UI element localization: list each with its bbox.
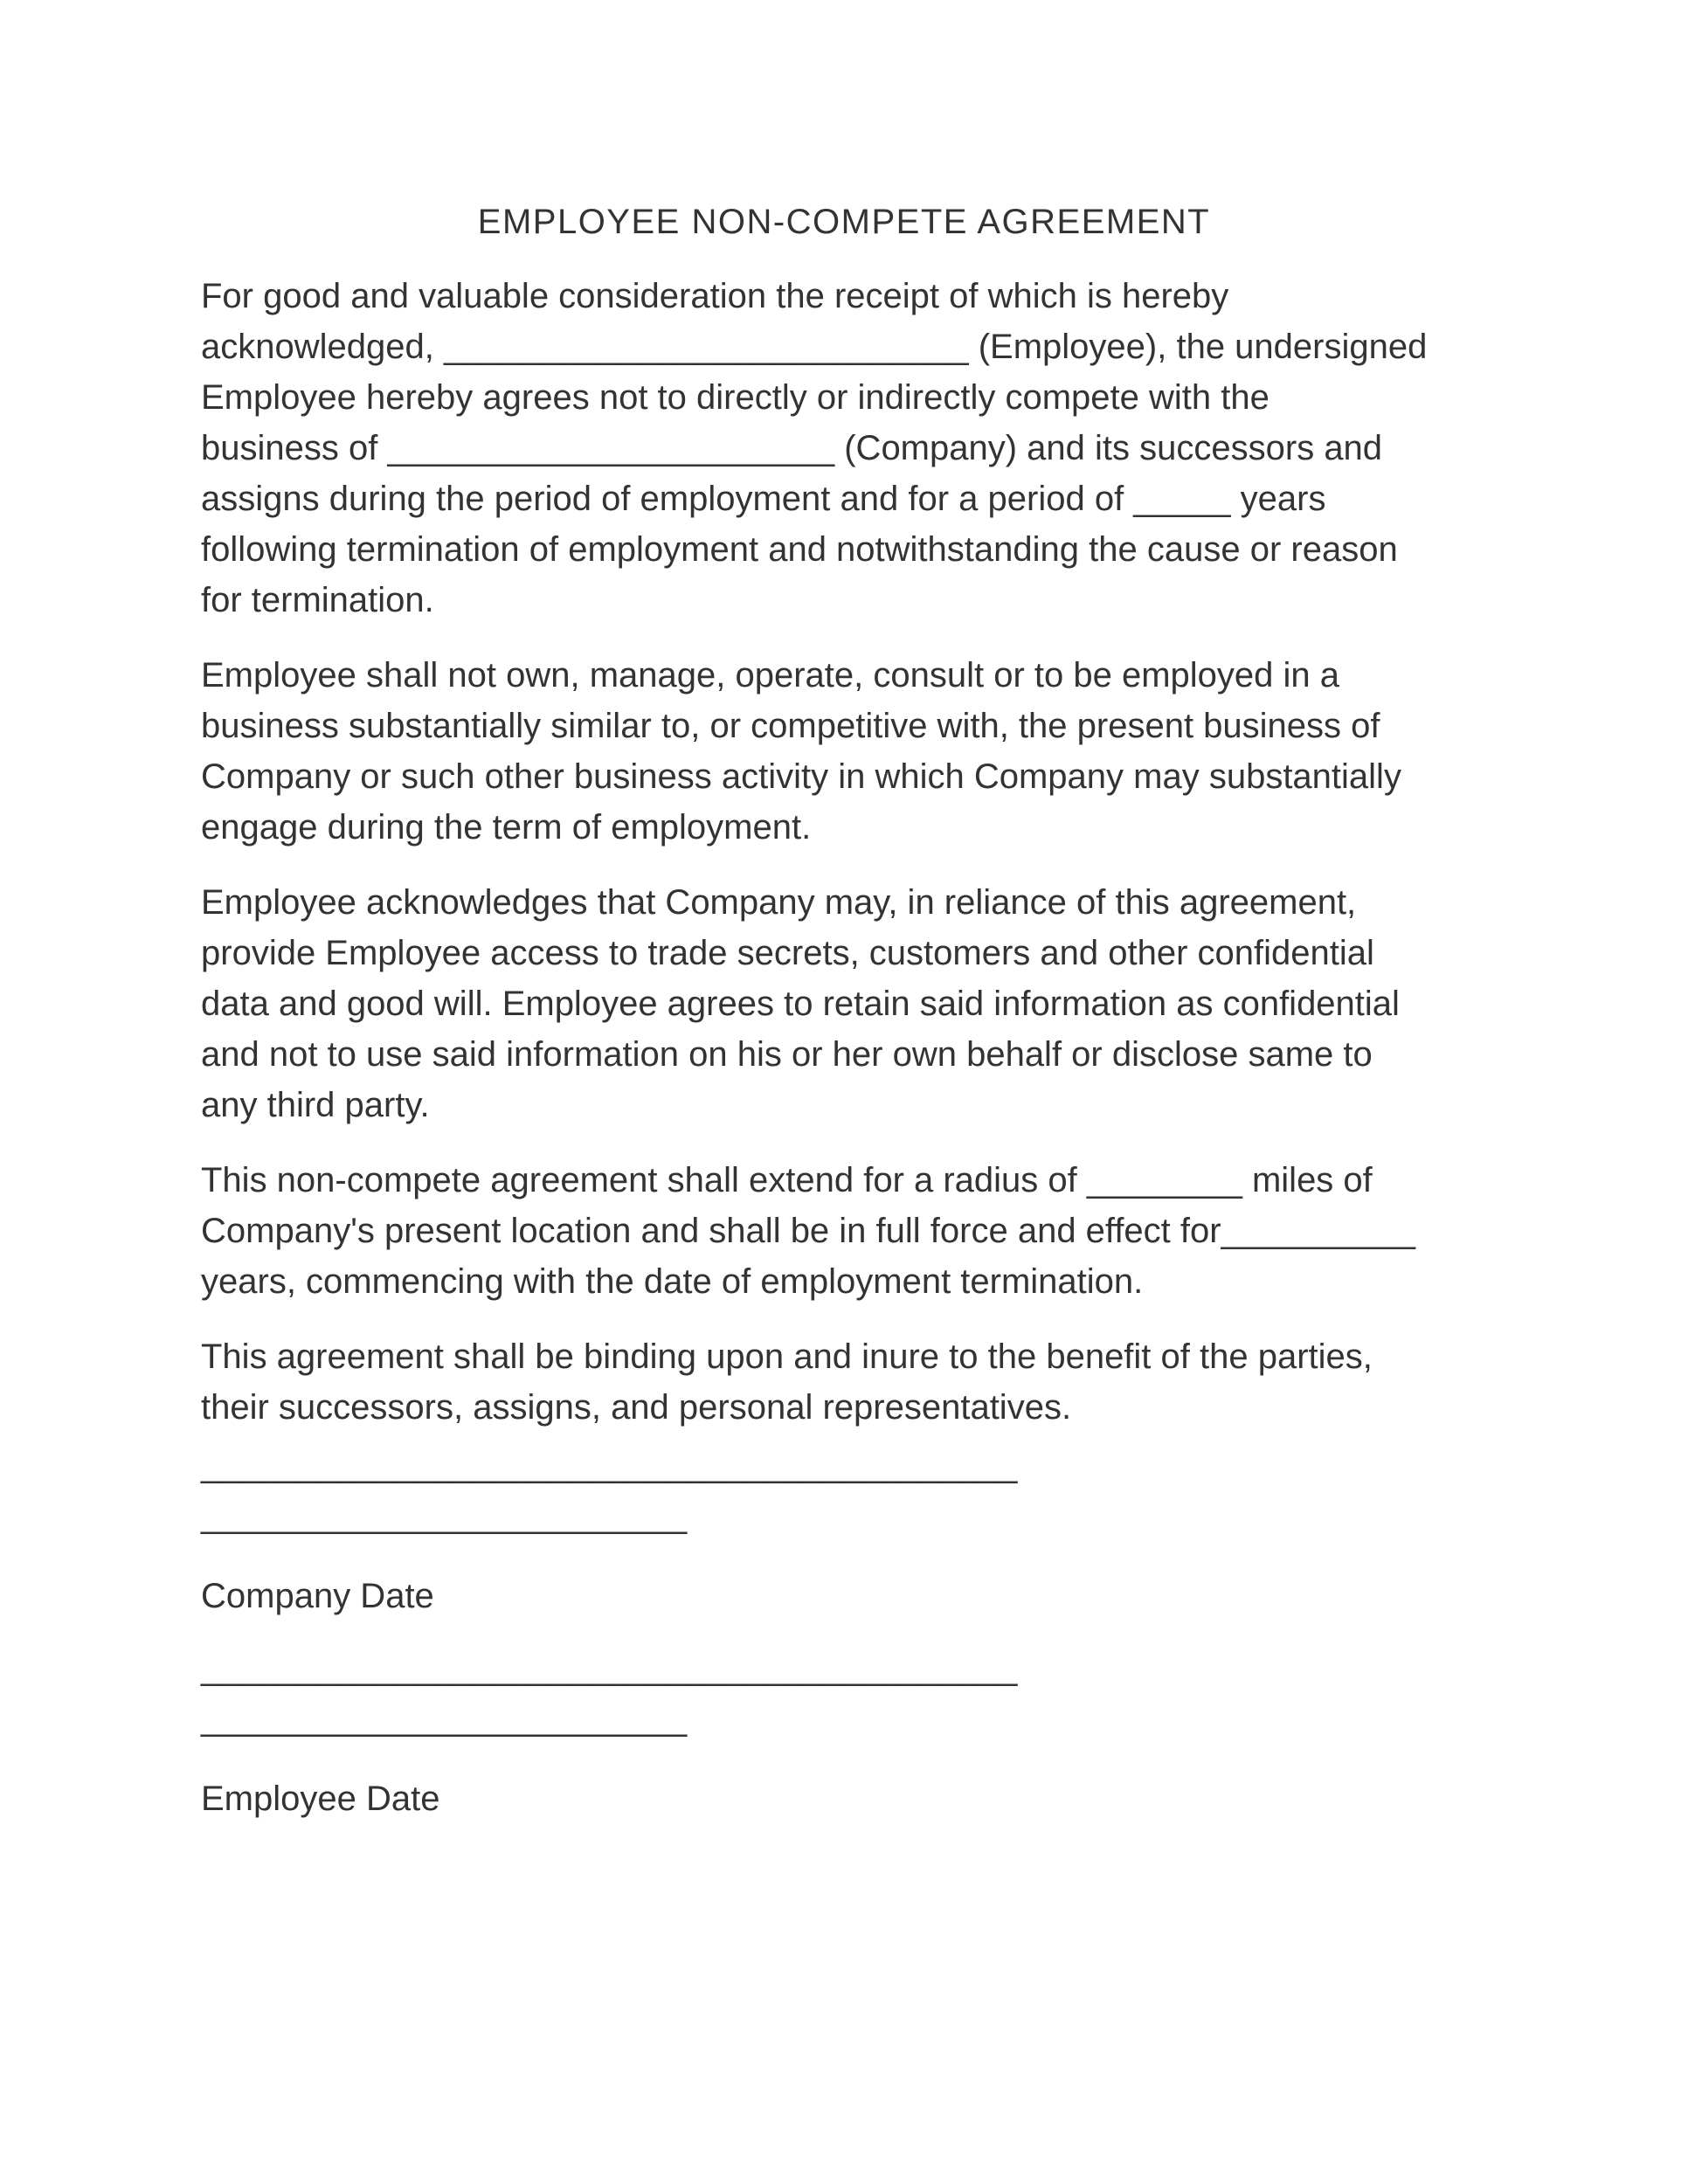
text-line-effect-years-blank: Company's present location and shall be in full force and effect for__________ bbox=[201, 1212, 1416, 1250]
text-line: Employee shall not own, manage, operate, consult or to be employed in a bbox=[201, 656, 1340, 695]
paragraph-confidentiality bbox=[201, 877, 1487, 1130]
text-line: This agreement shall be binding upon and inure to the benefit of the parties, bbox=[201, 1337, 1373, 1376]
text-line: For good and valuable consideration the receipt of which is hereby bbox=[201, 277, 1229, 315]
text-line: years, commencing with the date of employment termination. bbox=[201, 1262, 1144, 1301]
employee-date-label: Employee Date bbox=[201, 1780, 440, 1818]
paragraph-binding bbox=[201, 1331, 1487, 1433]
text-line: Company or such other business activity in which Company may substantially bbox=[201, 757, 1401, 796]
text-line: for termination. bbox=[201, 581, 434, 619]
text-line-period-years-blank: assigns during the period of employment and for a period of _____ years bbox=[201, 480, 1326, 518]
text-line: following termination of employment and notwithstanding the cause or reason bbox=[201, 530, 1398, 569]
employee-signature-line: __________________________________________ bbox=[201, 1648, 1018, 1687]
text-line: data and good will. Employee agrees to retain said information as confidential bbox=[201, 985, 1400, 1023]
text-line-employee-name-blank: acknowledged, ___________________________ (Employee), the undersigned bbox=[201, 328, 1428, 366]
text-line: provide Employee access to trade secrets, customers and other confidential bbox=[201, 934, 1374, 972]
text-line-company-name-blank: business of _______________________ (Company) and its successors and bbox=[201, 429, 1383, 467]
text-line: their successors, assigns, and personal representatives. bbox=[201, 1388, 1072, 1427]
document-title: EMPLOYEE NON-COMPETE AGREEMENT bbox=[477, 203, 1211, 241]
company-date-line: _________________________ bbox=[201, 1496, 688, 1535]
text-line: Employee acknowledges that Company may, in reliance of this agreement, bbox=[201, 883, 1357, 922]
text-line: Employee hereby agrees not to directly or indirectly compete with the bbox=[201, 378, 1269, 417]
text-line: business substantially similar to, or competitive with, the present business of bbox=[201, 707, 1380, 745]
text-line: engage during the term of employment. bbox=[201, 808, 812, 847]
company-date-label: Company Date bbox=[201, 1577, 434, 1615]
text-line-radius-miles-blank: This non-compete agreement shall extend for a radius of ________ miles of bbox=[201, 1161, 1373, 1199]
company-signature-line: __________________________________________ bbox=[201, 1446, 1018, 1484]
employee-signature-block bbox=[201, 1642, 1487, 1824]
paragraph-consideration bbox=[201, 271, 1487, 625]
employee-date-line: _________________________ bbox=[201, 1699, 688, 1738]
company-signature-block bbox=[201, 1440, 1487, 1621]
signature-section bbox=[201, 1440, 1487, 1824]
paragraph-radius-duration bbox=[201, 1155, 1487, 1307]
text-line: any third party. bbox=[201, 1086, 430, 1124]
text-line: and not to use said information on his or her own behalf or disclose same to bbox=[201, 1035, 1373, 1074]
paragraph-noncompete-scope bbox=[201, 650, 1487, 853]
